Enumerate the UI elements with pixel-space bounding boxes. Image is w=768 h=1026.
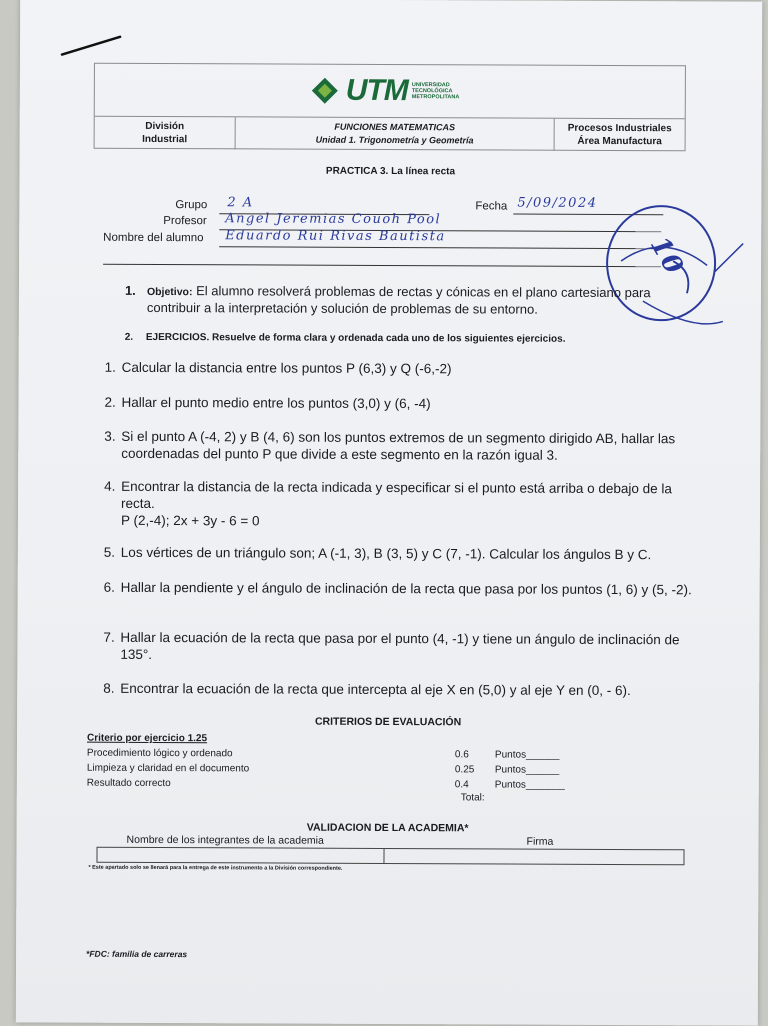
objective-text: El alumno resolverá problemas de rectas y cónicas en el plano cartesiano para contribuir a la interpretación y solución de problemas de su entorno. [146, 283, 651, 317]
fdc-note: *FDC: familia de carreras [86, 948, 188, 960]
logo-subtitle: UNIVERSIDAD TECNOLÓGICA METROPOLITANA [411, 82, 460, 101]
exercise-item: 2. Hallar el punto medio entre los puntos (3,0) y (6, -4) [104, 394, 431, 412]
exercise-item: 6. Hallar la pendiente y el ángulo de inclinación de la recta que pasa por los puntos (1, 6) y (5, -2). [103, 579, 692, 598]
members-cell[interactable] [97, 848, 384, 863]
criteria-block [87, 733, 627, 807]
fecha-handwriting: 5/09/2024 [517, 195, 598, 211]
exercise-list [103, 359, 705, 699]
alumno-label: Nombre del alumno [103, 231, 204, 245]
grade-value: 10 [643, 231, 690, 281]
exercise-item: 4. Encontrar la distancia de la recta indicada y especificar si el punto está arriba o debajo de la recta. P (2,-4); 2x + 3y - 6 = 0 [104, 478, 672, 529]
criteria-row: Procedimiento lógico y ordenado 0.6 Puntos______ [86, 747, 560, 761]
program-cell: Procesos Industriales Área Manufactura [567, 122, 672, 148]
alumno-handwriting: Eduardo Rui Rivas Bautista [225, 228, 446, 245]
criteria-row: Resultado correcto 0.4 Puntos_______ [86, 777, 565, 791]
exercise-item: 3. Si el punto A (-4, 2) y B (4, 6) son los puntos extremos de un segmento dirigido AB, hallar las coordenadas del punto P que divide a este segmento en la razón igual 3. [104, 428, 676, 463]
university-logo [95, 64, 685, 119]
objective-number: 1. [124, 282, 136, 298]
utm-logo-icon [310, 76, 340, 106]
logo-text: UTM [345, 73, 408, 108]
validation-footnote: * Este apartado solo se llenará para la entrega de este instrumento a la División correspondiente. [88, 864, 343, 872]
criteria-subtitle: Criterio por ejercicio 1.25 [86, 732, 208, 745]
members-header: Nombre de los integrantes de la academia [126, 833, 324, 847]
validation-table [96, 847, 684, 866]
fecha-label: Fecha [475, 200, 508, 213]
exercise-item: 8. Encontrar la ecuación de la recta que intercepta al eje X en (5,0) y al eje Y en (0, - 6). [103, 680, 631, 699]
header-table [95, 116, 685, 152]
objective-label: Objetivo: [146, 285, 193, 299]
pen-mark [60, 21, 130, 61]
criteria-title: CRITERIOS DE EVALUACIÓN [314, 715, 462, 729]
profesor-handwriting: Angel Jeremias Couoh Pool [225, 211, 442, 228]
grupo-label: Grupo [175, 199, 208, 212]
signature-cell[interactable] [384, 849, 683, 864]
practice-title: PRACTICA 3. La línea recta [325, 165, 456, 178]
signature-header: Firma [526, 835, 554, 848]
document-page [16, 0, 762, 1026]
document-header [94, 63, 686, 152]
criteria-row: Limpieza y claridad en el documento 0.25 Puntos______ [86, 762, 560, 776]
objective [107, 283, 707, 319]
grupo-handwriting: 2 A [227, 195, 254, 211]
validation-title: VALIDACION DE LA ACADEMIA* [306, 821, 469, 835]
exercise-item: 7. Hallar la ecuación de la recta que pasa por el punto (4, -1) y tiene un ángulo de inclinación de 135°. [103, 629, 680, 662]
profesor-label: Profesor [163, 215, 207, 228]
grade-stamp [603, 201, 754, 347]
exercises-heading: 2. EJERCICIOS. Resuelve de forma clara y ordenada cada uno de los siguientes ejercicios. [124, 331, 566, 345]
subject-cell: FUNCIONES MATEMATICAS Unidad 1. Trigonometría y Geometría [236, 117, 555, 150]
exercise-item: 1. Calcular la distancia entre los puntos P (6,3) y Q (-6,-2) [104, 359, 452, 377]
exercise-item: 5. Los vértices de un triángulo son; A (-1, 3), B (3, 5) y C (7, -1). Calcular los ángulos B y C. [103, 544, 652, 563]
division-cell: División Industrial [95, 117, 236, 150]
extra-line [103, 251, 661, 267]
criteria-total: Total: [460, 792, 485, 804]
